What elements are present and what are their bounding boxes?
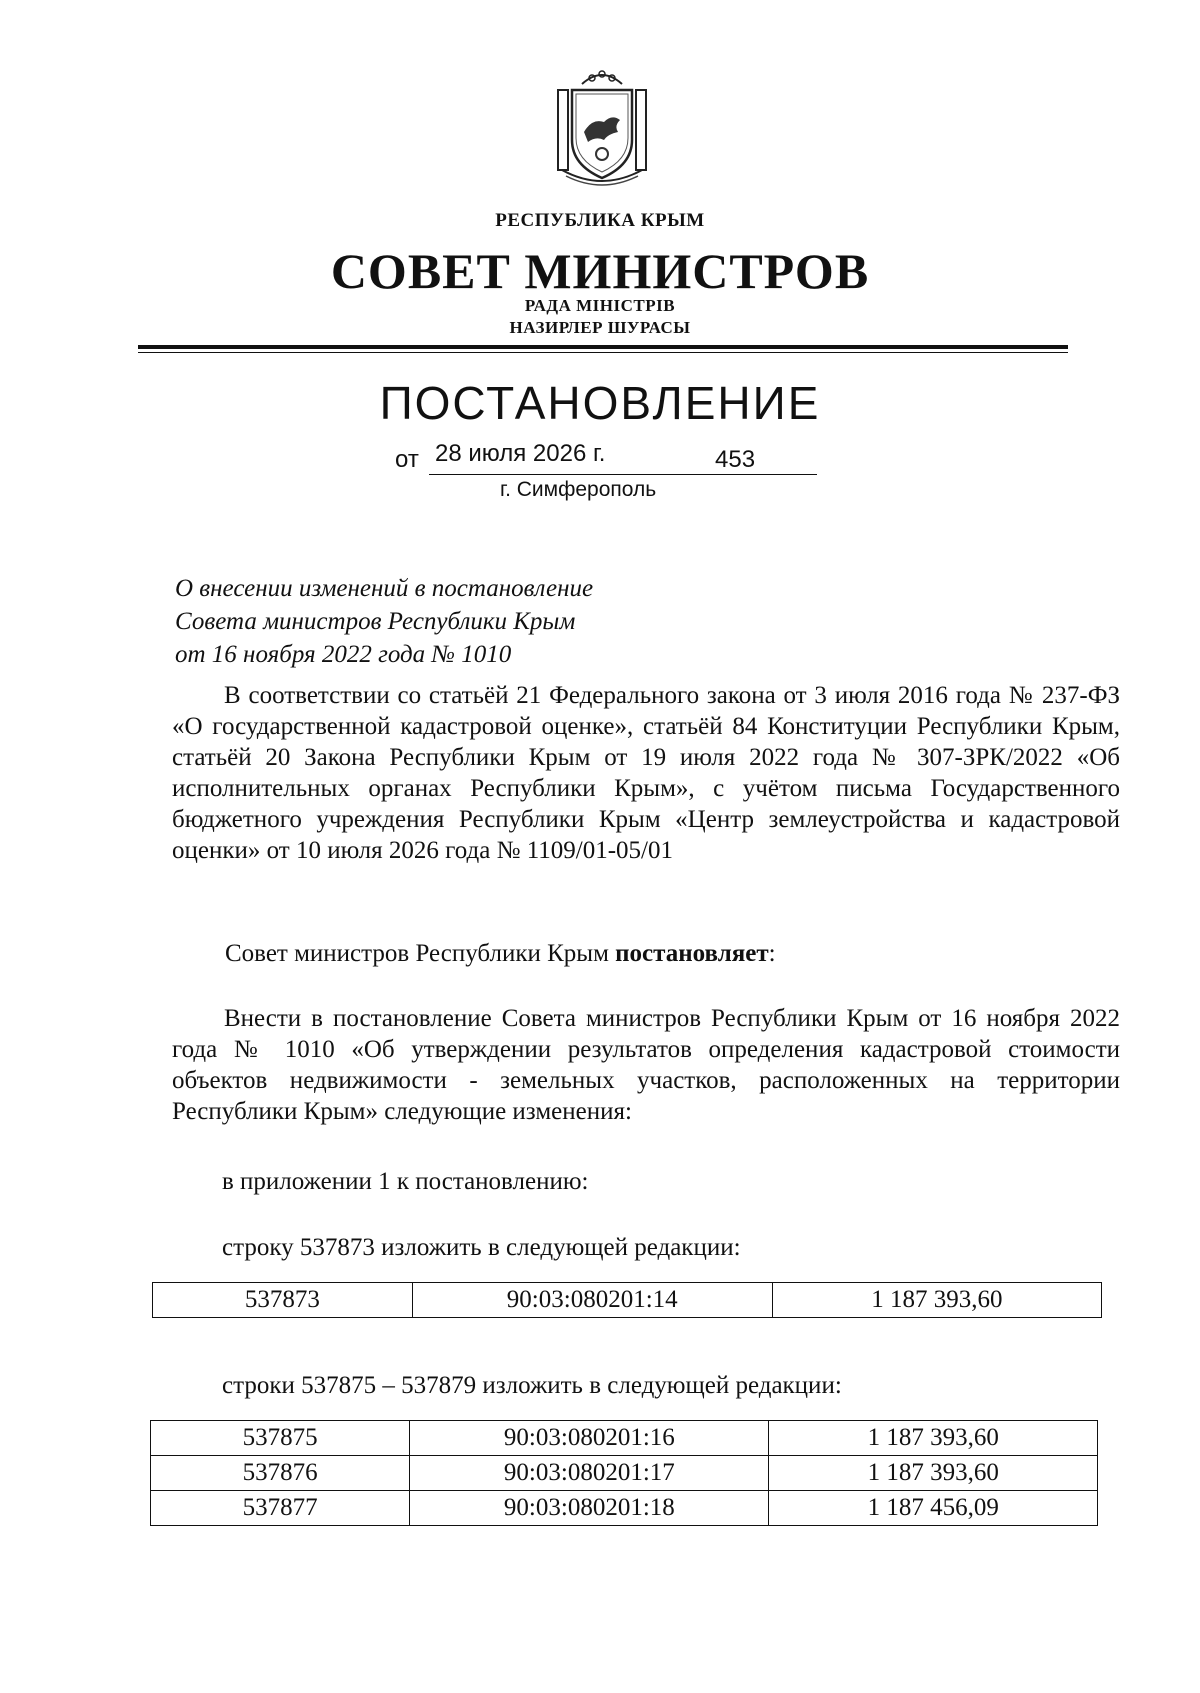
table-row xyxy=(151,1456,1098,1491)
date-prefix: от xyxy=(395,446,419,473)
table-row xyxy=(151,1421,1098,1456)
rows-change-instruction: строки 537875 – 537879 изложить в следующей редакции: xyxy=(222,1372,842,1399)
council-title: СОВЕТ МИНИСТРОВ xyxy=(330,243,870,299)
cadastral-number-cell: 90:03:080201:17 xyxy=(410,1456,769,1491)
appendix-reference: в приложении 1 к постановлению: xyxy=(222,1168,589,1195)
cadastral-value-cell: 1 187 393,60 xyxy=(769,1421,1098,1456)
decree-date: 28 июля 2026 г. xyxy=(435,440,606,467)
cadastral-number-cell: 90:03:080201:16 xyxy=(410,1421,769,1456)
resolution-text: Совет министров Республики Крым xyxy=(225,940,616,967)
cadastral-table-body xyxy=(153,1283,1102,1318)
council-title-crimean-tatar: НАЗИРЛЕР ШУРАСЫ xyxy=(509,318,691,337)
coat-of-arms-icon xyxy=(552,70,652,190)
decree-subject xyxy=(175,572,593,671)
amendment-paragraph: Внести в постановление Совета министров Республики Крым от 16 ноября 2022 года № 1010 «Об утверждении результатов определения кадастровой стоимости объектов недвижимости - земельных участков, расположенных на территории Республики Крым» следующие изменения: xyxy=(172,1005,1120,1125)
cadastral-value-cell: 1 187 393,60 xyxy=(772,1283,1101,1318)
cadastral-table xyxy=(152,1282,1102,1318)
resolution-verb: постановляет xyxy=(615,940,769,967)
decree-title: ПОСТАНОВЛЕНИЕ xyxy=(379,377,821,429)
cadastral-number-cell: 90:03:080201:18 xyxy=(410,1491,769,1526)
preamble-paragraph: В соответствии со статьёй 21 Федерального закона от 3 июля 2016 года № 237-ФЗ «О государственной кадастровой оценке», статьёй 84 Конституции Республики Крым, статьёй 20 Закона Республики Крым от 19 июля 2022 года № 307-ЗРК/2022 «Об исполнительных органах Республики Крым», с учётом письма Государственного бюджетного учреждения Республики Крым «Центр землеустройства и кадастровой оценки» от 10 июля 2026 года № 1109/01-05/01 xyxy=(172,682,1120,864)
subject-line: Совета министров Республики Крым xyxy=(175,608,576,635)
table-row xyxy=(151,1491,1098,1526)
row-number-cell: 537875 xyxy=(151,1421,410,1456)
dateline-underline xyxy=(429,474,817,475)
resolution-statement xyxy=(225,938,776,969)
decree-number: 453 xyxy=(715,446,756,473)
council-title-ukrainian: РАДА МІНІСТРІВ xyxy=(524,296,676,315)
resolution-colon: : xyxy=(768,940,776,967)
cadastral-value-cell: 1 187 393,60 xyxy=(769,1456,1098,1491)
row-change-instruction: строку 537873 изложить в следующей редакции: xyxy=(222,1234,741,1261)
subject-line: от 16 ноября 2022 года № 1010 xyxy=(175,641,512,668)
cadastral-table xyxy=(150,1420,1098,1526)
cadastral-number-cell: 90:03:080201:14 xyxy=(412,1283,772,1318)
table-row xyxy=(153,1283,1102,1318)
row-number-cell: 537876 xyxy=(151,1456,410,1491)
republic-name: РЕСПУБЛИКА КРЫМ xyxy=(495,210,705,231)
decree-city: г. Симферополь xyxy=(500,478,657,501)
cadastral-table-body xyxy=(151,1421,1098,1526)
cadastral-value-cell: 1 187 456,09 xyxy=(769,1491,1098,1526)
row-number-cell: 537877 xyxy=(151,1491,410,1526)
subject-line: О внесении изменений в постановление xyxy=(175,575,594,602)
row-number-cell: 537873 xyxy=(153,1283,413,1318)
header-divider-thin xyxy=(138,352,1068,353)
header-divider-thick xyxy=(138,345,1068,349)
